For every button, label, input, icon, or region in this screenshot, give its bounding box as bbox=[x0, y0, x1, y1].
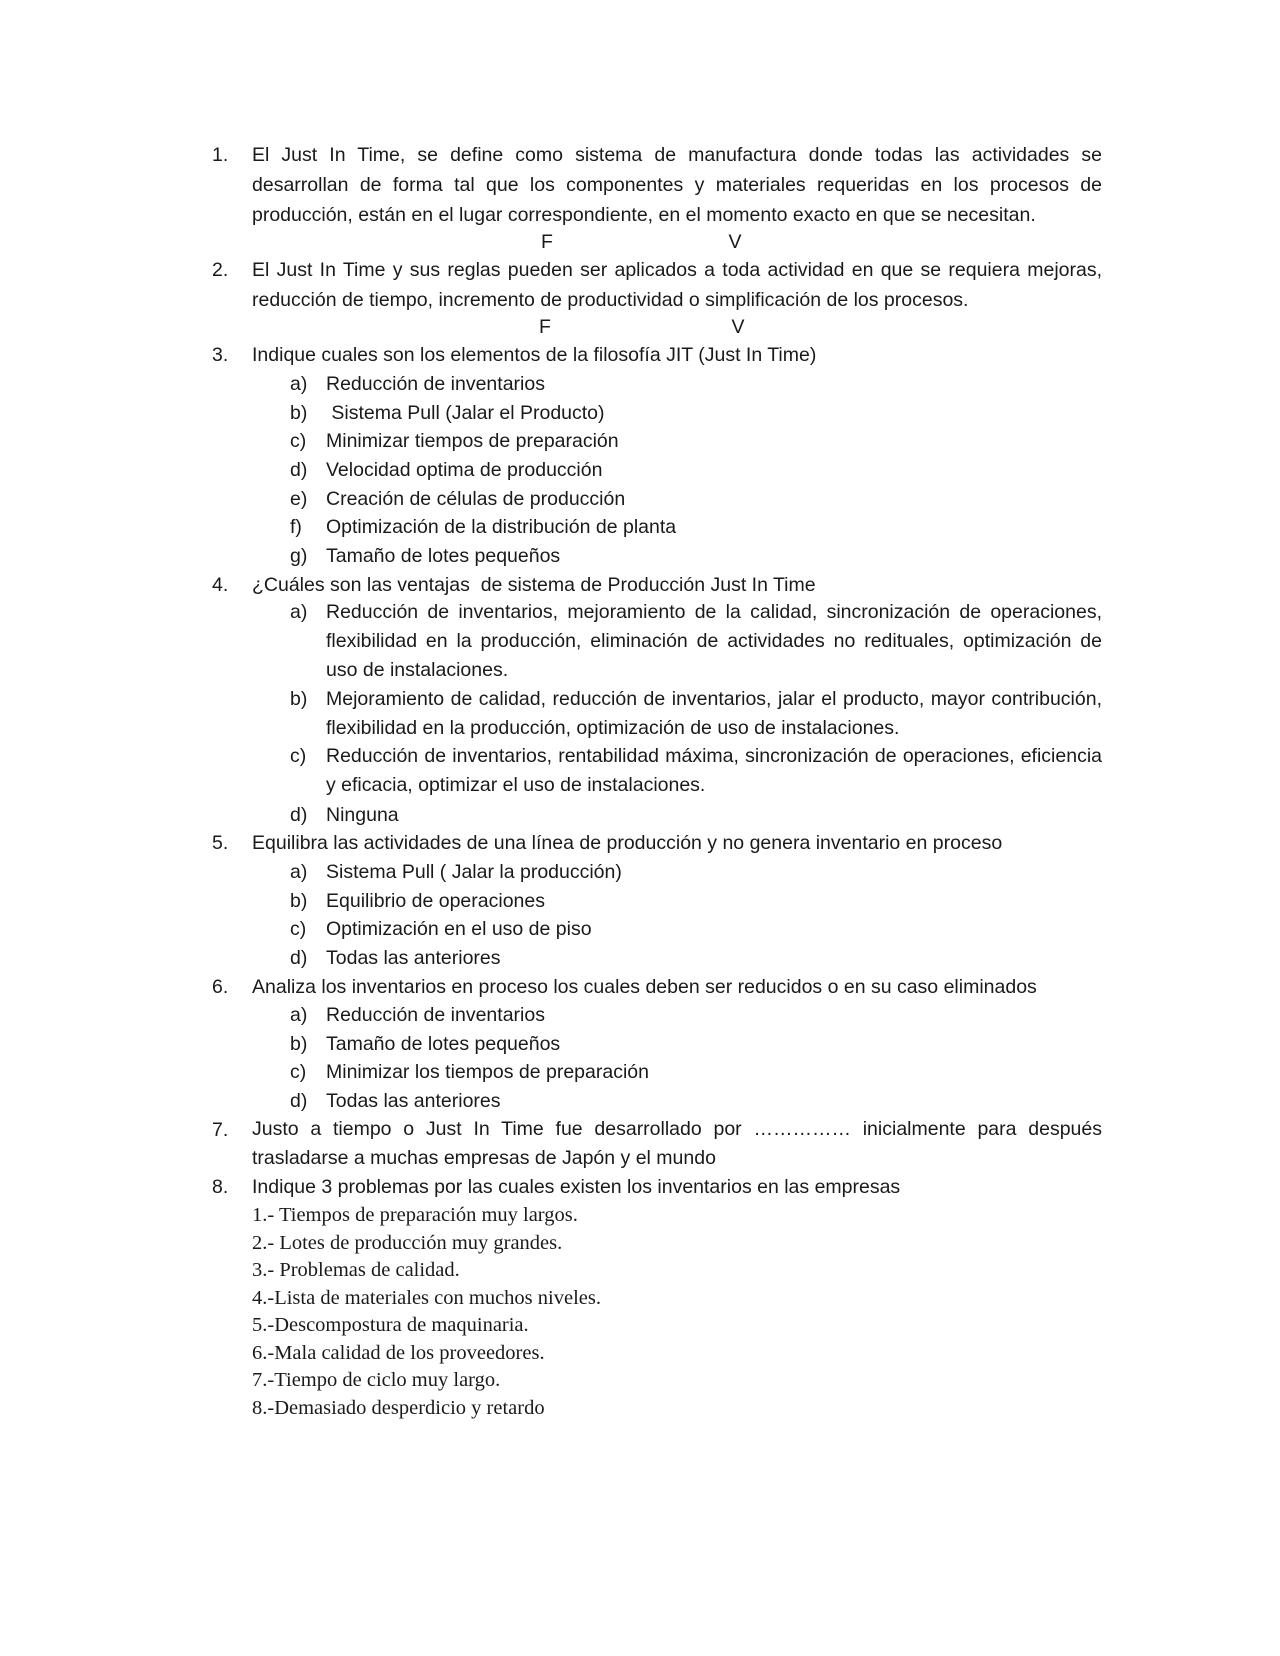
question-number: 2. bbox=[212, 259, 229, 281]
option-letter: a) bbox=[290, 861, 308, 883]
option-letter: d) bbox=[290, 947, 308, 969]
option-text: Mejoramiento de calidad, reducción de inventarios, jalar el producto, mayor contribución, flexibilidad en la producción, optimización de uso de instalaciones. bbox=[326, 688, 1102, 739]
question-number: 4. bbox=[212, 574, 229, 596]
option-letter: d) bbox=[290, 459, 308, 481]
option-letter: c) bbox=[290, 430, 307, 452]
option-text: Ninguna bbox=[326, 804, 399, 826]
answer-line-7: 7.-Tiempo de ciclo muy largo. bbox=[252, 1369, 501, 1391]
false-option: F bbox=[541, 231, 553, 253]
option-text: Reducción de inventarios, rentabilidad máxima, sincronización de operaciones, eficiencia y eficacia, optimizar el uso de instalaciones. bbox=[326, 745, 1102, 796]
question-text: El Just In Time, se define como sistema de manufactura donde todas las actividades se desarrollan de forma tal que los componentes y materiales requeridas en los procesos de producción, están en el lugar correspondiente, en el momento exacto en que se necesitan. bbox=[252, 144, 1102, 226]
option-text: Reducción de inventarios, mejoramiento de la calidad, sincronización de operaciones, flexibilidad en la producción, eliminación de actividades no redituales, optimización de uso de instalaciones. bbox=[326, 601, 1102, 681]
question-number: 8. bbox=[212, 1176, 229, 1198]
question-text: Indique 3 problemas por las cuales existen los inventarios en las empresas bbox=[252, 1176, 901, 1198]
option-text: Velocidad optima de producción bbox=[326, 459, 603, 481]
answer-line-8: 8.-Demasiado desperdicio y retardo bbox=[252, 1397, 545, 1419]
question-number: 7. bbox=[212, 1119, 229, 1141]
answer-line-2: 2.- Lotes de producción muy grandes. bbox=[252, 1232, 563, 1254]
option-text: Reducción de inventarios bbox=[326, 1004, 545, 1026]
option-letter: d) bbox=[290, 804, 308, 826]
option-letter: c) bbox=[290, 745, 307, 767]
option-letter: e) bbox=[290, 488, 308, 510]
option-text: Tamaño de lotes pequeños bbox=[326, 545, 561, 567]
option-letter: a) bbox=[290, 601, 308, 623]
question-text: Equilibra las actividades de una línea de producción y no genera inventario en proceso bbox=[252, 832, 1003, 854]
question-text: El Just In Time y sus reglas pueden ser aplicados a toda actividad en que se requiera mejoras, reducción de tiempo, incremento de productividad o simplificación de los procesos. bbox=[252, 259, 1102, 311]
option-text: Optimización en el uso de piso bbox=[326, 918, 592, 940]
question-number: 1. bbox=[212, 144, 229, 166]
option-letter: b) bbox=[290, 890, 308, 912]
option-text: Optimización de la distribución de planta bbox=[326, 516, 677, 538]
question-text: Analiza los inventarios en proceso los cuales deben ser reducidos o en su caso eliminados bbox=[252, 976, 1037, 998]
question-text: Justo a tiempo o Just In Time fue desarrollado por …………… inicialmente para después trasladarse a muchas empresas de Japón y el mundo bbox=[252, 1118, 1102, 1169]
answer-line-3: 3.- Problemas de calidad. bbox=[252, 1259, 460, 1281]
option-text: Minimizar tiempos de preparación bbox=[326, 430, 619, 452]
option-letter: c) bbox=[290, 1061, 307, 1083]
option-text: Todas las anteriores bbox=[326, 947, 501, 969]
option-text: Tamaño de lotes pequeños bbox=[326, 1033, 561, 1055]
answer-line-1: 1.- Tiempos de preparación muy largos. bbox=[252, 1204, 578, 1226]
option-letter: a) bbox=[290, 373, 308, 395]
option-letter: f) bbox=[290, 516, 302, 538]
option-text: Reducción de inventarios bbox=[326, 373, 545, 395]
option-text: Creación de células de producción bbox=[326, 488, 626, 510]
option-letter: b) bbox=[290, 688, 308, 710]
option-letter: c) bbox=[290, 918, 307, 940]
answer-line-6: 6.-Mala calidad de los proveedores. bbox=[252, 1342, 545, 1364]
option-text: Minimizar los tiempos de preparación bbox=[326, 1061, 649, 1083]
question-number: 3. bbox=[212, 344, 229, 366]
option-text: Todas las anteriores bbox=[326, 1090, 501, 1112]
option-letter: g) bbox=[290, 545, 308, 567]
question-number: 6. bbox=[212, 976, 229, 998]
true-option: V bbox=[728, 231, 742, 253]
false-option: F bbox=[539, 316, 551, 338]
option-text: Equilibrio de operaciones bbox=[326, 890, 545, 912]
option-text: Sistema Pull ( Jalar la producción) bbox=[326, 861, 622, 883]
true-option: V bbox=[731, 316, 745, 338]
option-letter: d) bbox=[290, 1090, 308, 1112]
option-letter: b) bbox=[290, 402, 308, 424]
question-number: 5. bbox=[212, 832, 229, 854]
question-text: Indique cuales son los elementos de la filosofía JIT (Just In Time) bbox=[252, 344, 817, 366]
option-letter: b) bbox=[290, 1033, 308, 1055]
answer-line-5: 5.-Descompostura de maquinaria. bbox=[252, 1314, 529, 1336]
option-letter: a) bbox=[290, 1004, 308, 1026]
answer-line-4: 4.-Lista de materiales con muchos niveles. bbox=[252, 1287, 601, 1309]
question-text: ¿Cuáles son las ventajas de sistema de Producción Just In Time bbox=[252, 574, 816, 596]
option-text: Sistema Pull (Jalar el Producto) bbox=[326, 402, 605, 424]
